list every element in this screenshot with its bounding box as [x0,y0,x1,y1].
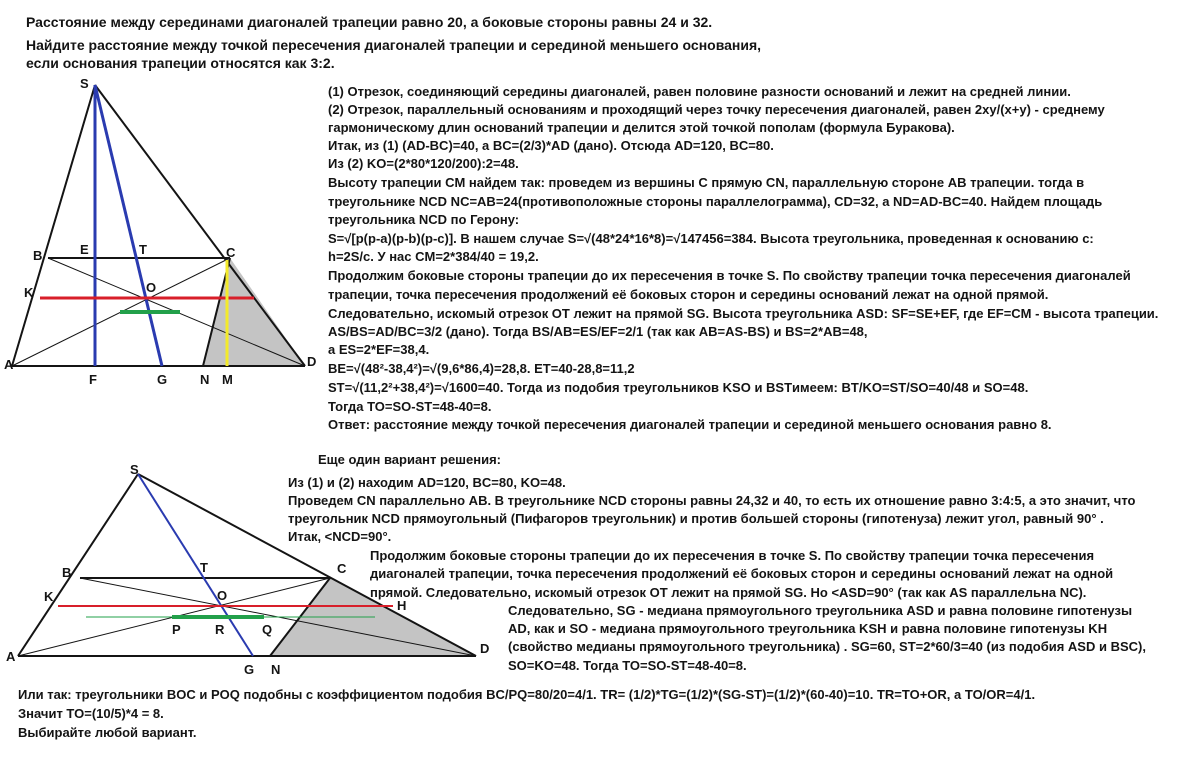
solution-2-line: Проведем CN параллельно AB. В треугольнике NCD стороны равны 24,32 и 40, то есть их отношение равно 3:4:5, а это значит, что [288,493,1136,508]
label-n: N [271,662,281,677]
label-d: D [480,641,490,656]
label-a: A [4,357,14,372]
label-q: Q [262,622,273,637]
label-h: H [397,598,407,613]
solution-2c-line: SO=KO=48. Тогда TO=SO-ST=48-40=8. [508,658,747,673]
label-s: S [80,76,89,91]
label-k: K [44,589,54,604]
median-sg [138,474,253,656]
solution-1-line: Следовательно, искомый отрезок OT лежит на прямой SG. Высота треугольника ASD: SF=SE+EF, где EF=CM - высота трапеции. [328,306,1159,321]
label-b: B [62,565,72,580]
problem-line-3: если основания трапеции относятся как 3:2. [26,55,335,71]
solution-2c-line: AD, как и SO - медиана прямоугольного треугольника KSH и равна половине гипотенузы KH [508,621,1108,636]
footer-line: Выбирайте любой вариант. [18,725,197,740]
solution-1-line: BE=√(48²-38,4²)=√(9,6*86,4)=28,8. ET=40-28,8=11,2 [328,361,635,376]
figure-2-trapezoid [0,460,500,680]
label-s: S [130,462,139,477]
label-c: C [226,245,236,260]
solution-1-line: Тогда TO=SO-ST=48-40=8. [328,399,492,414]
solution-1-line: Из (2) KO=(2*80*120/200):2=48. [328,156,519,171]
footer-line: Или так: треугольники BOC и POQ подобны с коэффициентом подобия BC/PQ=80/20=4/1. TR= (1/2)*TG=(1/2)*(SG-ST)=(1/2)*(60-40)=10. TR=TO+OR, а TO/OR=4/1. [18,687,1036,702]
label-c: C [337,561,347,576]
solution-1-line: AS/BS=AD/BC=3/2 (дано). Тогда BS/AB=ES/EF=2/1 (так как AB=AS-BS) и BS=2*AB=48, [328,324,868,339]
solution-1-line: Итак, из (1) (AD-BC)=40, а BC=(2/3)*AD (дано). Отсюда AD=120, BC=80. [328,138,774,153]
solution-2-line: Из (1) и (2) находим AD=120, BC=80, KO=48. [288,475,566,490]
solution-2-heading: Еще один вариант решения: [318,452,501,467]
solution-1-line: а ES=2*EF=38,4. [328,342,430,357]
solution-1-line: Высоту трапеции CM найдем так: проведем из вершины C прямую CN, параллельную стороне AB трапеции. тогда в [328,175,1085,190]
solution-2c-line: Следовательно, SG - медиана прямоугольного треугольника ASD и равна половине гипотенузы [508,603,1133,618]
label-o: O [217,588,228,603]
problem-line-2: Найдите расстояние между точкой пересечения диагоналей трапеции и серединой меньшего основания, [26,37,762,53]
median-sg [95,85,162,366]
solution-2b-line: прямой. Следовательно, искомый отрезок OT лежит на прямой SG. Но <ASD=90° (так как AS параллельна NC). [370,585,1087,600]
label-d: D [307,354,317,369]
label-e: E [80,242,89,257]
figure-1-trapezoid [0,0,320,400]
solution-2-line: Итак, <NCD=90°. [288,529,392,544]
label-p: P [172,622,181,637]
label-n: N [200,372,210,387]
label-f: F [89,372,97,387]
label-k: K [24,285,34,300]
solution-1-line: (1) Отрезок, соединяющий середины диагоналей, равен половине разности оснований и лежит на средней линии. [328,84,1071,99]
label-g: G [157,372,168,387]
label-t: T [200,560,208,575]
solution-1-line: (2) Отрезок, параллельный основаниям и проходящий через точку пересечения диагоналей, равен 2xy/(x+y) - среднему [328,102,1105,117]
problem-line-1: Расстояние между серединами диагоналей трапеции равно 20, а боковые стороны равны 24 и 32. [26,14,713,30]
solution-1-line: h=2S/c. У нас CM=2*384/40 = 19,2. [328,249,539,264]
solution-2c-line: (свойство медианы прямоугольного треугольника) . SG=60, ST=2*60/3=40 (из подобия ASD и BSC), [508,639,1146,654]
solution-1-line: трапеции, точка пересечения продолжений её боковых сторон и середины оснований лежат на одной прямой. [328,287,1049,302]
label-b: B [33,248,43,263]
label-g: G [244,662,255,677]
label-o: O [146,280,157,295]
label-r: R [215,622,225,637]
solution-2b-line: диагоналей трапеции, точка пересечения продолжений её боковых сторон и середины оснований лежат на одной [370,566,1114,581]
solution-1-line: треугольнике NCD NC=AB=24(противоположные стороны параллелограмма), CD=32, а ND=AD-BC=40. Найдем площадь [328,194,1103,209]
solution-1-line: ST=√(11,2²+38,4²)=√1600=40. Тогда из подобия треугольников KSO и BSTимеем: BT/KO=ST/SO=40/48 и SO=48. [328,380,1029,395]
footer-line: Значит TO=(10/5)*4 = 8. [18,706,164,721]
triangle-ncd-fill [203,258,305,366]
label-m: M [222,372,233,387]
label-t: T [139,242,147,257]
solution-2-line: треугольник NCD прямоугольный (Пифагоров треугольник) и против большей стороны (гипотенуза) лежит угол, равный 90° . [288,511,1104,526]
solution-1-answer: Ответ: расстояние между точкой пересечения диагоналей трапеции и серединой меньшего основания равно 8. [328,417,1052,432]
solution-1-line: гармоническому длин оснований трапеции и делится этой точкой пополам (формула Буракова). [328,120,955,135]
label-a: A [6,649,16,664]
solution-1-line: треугольника NCD по Герону: [328,212,520,227]
solution-1-line: S=√[p(p-a)(p-b)(p-c)]. В нашем случае S=√(48*24*16*8)=√147456=384. Высота треугольника, проведенная к основанию c: [328,231,1094,246]
solution-2b-line: Продолжим боковые стороны трапеции до их пересечения в точке S. По свойству трапеции точка пересечения [370,548,1095,563]
solution-1-line: Продолжим боковые стороны трапеции до их пересечения в точке S. По свойству трапеции точка пересечения диагоналей [328,268,1131,283]
